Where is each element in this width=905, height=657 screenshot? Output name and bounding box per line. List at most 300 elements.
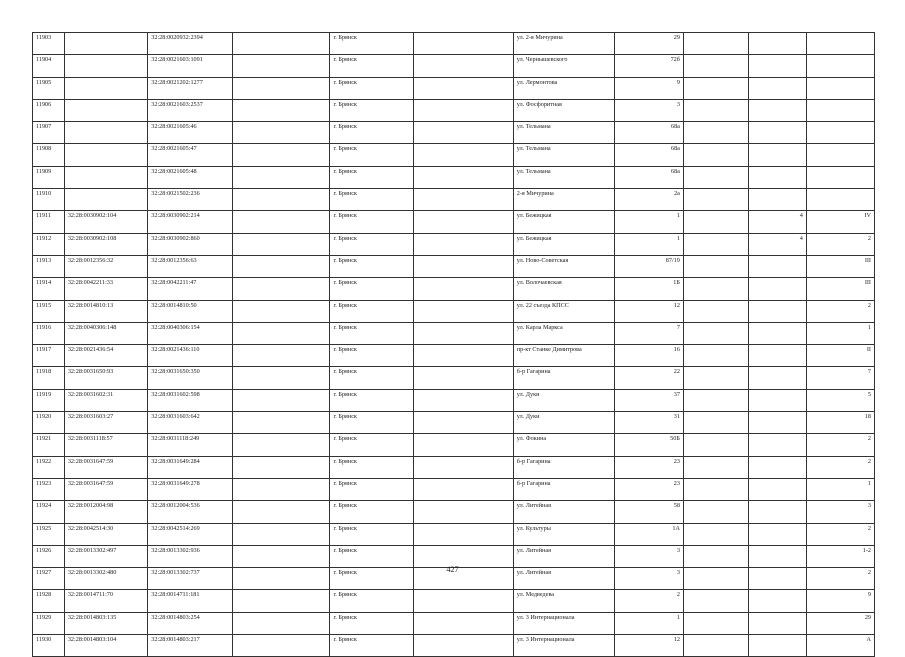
old-cadastral-number-cell: 32:28:0031650:93 [64, 367, 147, 389]
house-number-cell: 12 [614, 300, 683, 322]
building-cell [683, 345, 748, 367]
building-cell [683, 412, 748, 434]
old-cadastral-number-cell [64, 77, 147, 99]
cadastral-number-cell: 32:28:0021436:110 [148, 345, 233, 367]
street-cell: ул. Литейная [513, 568, 614, 590]
extra-info-cell [232, 278, 330, 300]
floor-cell [748, 77, 806, 99]
house-number-cell: 9 [614, 77, 683, 99]
street-cell: ул. Медведева [513, 590, 614, 612]
city-cell: г. Брянск [330, 478, 413, 500]
old-cadastral-number-cell: 32:28:0012004:98 [64, 501, 147, 523]
building-cell [683, 389, 748, 411]
district-cell [413, 33, 513, 55]
district-cell [413, 300, 513, 322]
house-number-cell: 16 [614, 345, 683, 367]
street-cell: ул. Дуки [513, 412, 614, 434]
city-cell: г. Брянск [330, 55, 413, 77]
table-row [33, 300, 875, 322]
apartment-cell: 5 [806, 389, 874, 411]
old-cadastral-number-cell: 32:28:0014803:104 [64, 635, 147, 657]
house-number-cell: 2а [614, 189, 683, 211]
city-cell: г. Брянск [330, 278, 413, 300]
building-cell [683, 55, 748, 77]
street-cell: ул. 22 съезда КПСС [513, 300, 614, 322]
extra-info-cell [232, 635, 330, 657]
district-cell [413, 166, 513, 188]
district-cell [413, 478, 513, 500]
building-cell [683, 99, 748, 121]
street-cell: б-р Гагарина [513, 367, 614, 389]
street-cell: ул. Фосфоритная [513, 99, 614, 121]
house-number-cell: 12 [614, 635, 683, 657]
house-number-cell: 31 [614, 412, 683, 434]
house-number-cell: 1 [614, 211, 683, 233]
street-cell: ул. Бежицкая [513, 211, 614, 233]
old-cadastral-number-cell: 32:28:0013302:497 [64, 545, 147, 567]
building-cell [683, 478, 748, 500]
cadastral-number-cell: 32:28:0030902:860 [148, 233, 233, 255]
house-number-cell: 72б [614, 55, 683, 77]
extra-info-cell [232, 590, 330, 612]
table-row [33, 99, 875, 121]
floor-cell [748, 434, 806, 456]
row-number-cell: 11917 [33, 345, 65, 367]
floor-cell [748, 635, 806, 657]
district-cell [413, 412, 513, 434]
row-number-cell: 11923 [33, 478, 65, 500]
building-cell [683, 322, 748, 344]
floor-cell: 4 [748, 211, 806, 233]
apartment-cell: А [806, 635, 874, 657]
house-number-cell: 1 [614, 233, 683, 255]
house-number-cell: 3 [614, 568, 683, 590]
street-cell: ул. Дуки [513, 389, 614, 411]
street-cell: пр-кт Станке Димитрова [513, 345, 614, 367]
extra-info-cell [232, 501, 330, 523]
registry-table [32, 32, 875, 657]
floor-cell [748, 122, 806, 144]
cadastral-number-cell: 32:28:0013302:737 [148, 568, 233, 590]
table-row [33, 635, 875, 657]
row-number-cell: 11929 [33, 612, 65, 634]
extra-info-cell [232, 144, 330, 166]
house-number-cell: 50Б [614, 434, 683, 456]
table-row [33, 33, 875, 55]
old-cadastral-number-cell: 32:28:0030902:108 [64, 233, 147, 255]
old-cadastral-number-cell: 32:28:0031602:31 [64, 389, 147, 411]
apartment-cell: 9 [806, 590, 874, 612]
building-cell [683, 144, 748, 166]
house-number-cell: 23 [614, 478, 683, 500]
district-cell [413, 434, 513, 456]
apartment-cell [806, 122, 874, 144]
street-cell: ул. Ново-Советская [513, 255, 614, 277]
building-cell [683, 590, 748, 612]
row-number-cell: 11924 [33, 501, 65, 523]
street-cell: ул. Фокина [513, 434, 614, 456]
extra-info-cell [232, 523, 330, 545]
extra-info-cell [232, 122, 330, 144]
city-cell: г. Брянск [330, 345, 413, 367]
apartment-cell: 2 [806, 233, 874, 255]
old-cadastral-number-cell [64, 99, 147, 121]
floor-cell [748, 523, 806, 545]
building-cell [683, 33, 748, 55]
cadastral-number-cell: 32:28:0021605:47 [148, 144, 233, 166]
house-number-cell: 1Б [614, 278, 683, 300]
apartment-cell [806, 144, 874, 166]
city-cell: г. Брянск [330, 389, 413, 411]
old-cadastral-number-cell [64, 144, 147, 166]
table-row [33, 278, 875, 300]
street-cell: ул. Литейная [513, 501, 614, 523]
floor-cell [748, 300, 806, 322]
district-cell [413, 590, 513, 612]
street-cell: б-р Гагарина [513, 478, 614, 500]
apartment-cell: 29 [806, 612, 874, 634]
extra-info-cell [232, 233, 330, 255]
table-row [33, 434, 875, 456]
extra-info-cell [232, 412, 330, 434]
cadastral-number-cell: 32:28:0042514:269 [148, 523, 233, 545]
apartment-cell [806, 99, 874, 121]
city-cell: г. Брянск [330, 255, 413, 277]
floor-cell [748, 367, 806, 389]
house-number-cell: 37 [614, 389, 683, 411]
city-cell: г. Брянск [330, 523, 413, 545]
table-row [33, 77, 875, 99]
street-cell: ул. Тельмана [513, 166, 614, 188]
cadastral-number-cell: 32:28:0013302:936 [148, 545, 233, 567]
apartment-cell [806, 189, 874, 211]
row-number-cell: 11928 [33, 590, 65, 612]
street-cell: ул. Тельмана [513, 144, 614, 166]
row-number-cell: 11912 [33, 233, 65, 255]
building-cell [683, 278, 748, 300]
house-number-cell: 1А [614, 523, 683, 545]
row-number-cell: 11911 [33, 211, 65, 233]
city-cell: г. Брянск [330, 501, 413, 523]
old-cadastral-number-cell [64, 122, 147, 144]
apartment-cell [806, 77, 874, 99]
table-row [33, 412, 875, 434]
old-cadastral-number-cell: 32:28:0031118:57 [64, 434, 147, 456]
city-cell: г. Брянск [330, 412, 413, 434]
old-cadastral-number-cell [64, 189, 147, 211]
row-number-cell: 11919 [33, 389, 65, 411]
table-row [33, 367, 875, 389]
cadastral-number-cell: 32:28:0031602:598 [148, 389, 233, 411]
row-number-cell: 11906 [33, 99, 65, 121]
district-cell [413, 635, 513, 657]
house-number-cell: 87/19 [614, 255, 683, 277]
building-cell [683, 189, 748, 211]
city-cell: г. Брянск [330, 189, 413, 211]
row-number-cell: 11909 [33, 166, 65, 188]
extra-info-cell [232, 33, 330, 55]
table-row [33, 144, 875, 166]
row-number-cell: 11922 [33, 456, 65, 478]
page-number: 427 [446, 565, 459, 574]
building-cell [683, 255, 748, 277]
floor-cell [748, 55, 806, 77]
extra-info-cell [232, 300, 330, 322]
apartment-cell: 2 [806, 568, 874, 590]
district-cell [413, 255, 513, 277]
row-number-cell: 11907 [33, 122, 65, 144]
old-cadastral-number-cell: 32:28:0030902:104 [64, 211, 147, 233]
building-cell [683, 434, 748, 456]
floor-cell [748, 144, 806, 166]
city-cell: г. Брянск [330, 144, 413, 166]
floor-cell [748, 501, 806, 523]
extra-info-cell [232, 345, 330, 367]
building-cell [683, 456, 748, 478]
cadastral-number-cell: 32:28:0012356:63 [148, 255, 233, 277]
cadastral-number-cell: 32:28:0031603:642 [148, 412, 233, 434]
cadastral-number-cell: 32:28:0031118:249 [148, 434, 233, 456]
cadastral-number-cell: 32:28:0012004:536 [148, 501, 233, 523]
floor-cell [748, 612, 806, 634]
old-cadastral-number-cell [64, 33, 147, 55]
apartment-cell: 1-2 [806, 545, 874, 567]
floor-cell [748, 322, 806, 344]
floor-cell [748, 189, 806, 211]
extra-info-cell [232, 255, 330, 277]
cadastral-number-cell: 32:28:0014803:217 [148, 635, 233, 657]
row-number-cell: 11920 [33, 412, 65, 434]
city-cell: г. Брянск [330, 166, 413, 188]
house-number-cell: 68а [614, 122, 683, 144]
street-cell: ул. Лермонтова [513, 77, 614, 99]
cadastral-number-cell: 32:28:0014810:50 [148, 300, 233, 322]
building-cell [683, 77, 748, 99]
cadastral-number-cell: 32:28:0042211:47 [148, 278, 233, 300]
city-cell: г. Брянск [330, 99, 413, 121]
apartment-cell: 2 [806, 456, 874, 478]
table-row [33, 166, 875, 188]
extra-info-cell [232, 322, 330, 344]
old-cadastral-number-cell: 32:28:0013302:480 [64, 568, 147, 590]
extra-info-cell [232, 478, 330, 500]
apartment-cell: 2 [806, 300, 874, 322]
district-cell [413, 501, 513, 523]
building-cell [683, 523, 748, 545]
old-cadastral-number-cell: 32:28:0014810:13 [64, 300, 147, 322]
district-cell [413, 523, 513, 545]
cadastral-number-cell: 32:28:0021605:46 [148, 122, 233, 144]
cadastral-number-cell: 32:28:0030902:214 [148, 211, 233, 233]
building-cell [683, 122, 748, 144]
district-cell [413, 99, 513, 121]
extra-info-cell [232, 456, 330, 478]
apartment-cell [806, 55, 874, 77]
row-number-cell: 11927 [33, 568, 65, 590]
house-number-cell: 1 [614, 612, 683, 634]
apartment-cell: 2 [806, 523, 874, 545]
city-cell: г. Брянск [330, 367, 413, 389]
cadastral-number-cell: 32:28:0021603:2537 [148, 99, 233, 121]
city-cell: г. Брянск [330, 233, 413, 255]
cadastral-number-cell: 32:28:0021603:1091 [148, 55, 233, 77]
row-number-cell: 11903 [33, 33, 65, 55]
table-row [33, 456, 875, 478]
old-cadastral-number-cell [64, 55, 147, 77]
city-cell: г. Брянск [330, 77, 413, 99]
city-cell: г. Брянск [330, 434, 413, 456]
row-number-cell: 11918 [33, 367, 65, 389]
city-cell: г. Брянск [330, 568, 413, 590]
extra-info-cell [232, 99, 330, 121]
old-cadastral-number-cell: 32:28:0014803:135 [64, 612, 147, 634]
table-row [33, 389, 875, 411]
floor-cell [748, 345, 806, 367]
table-row [33, 189, 875, 211]
apartment-cell: 1 [806, 478, 874, 500]
table-row [33, 55, 875, 77]
house-number-cell: 29 [614, 33, 683, 55]
city-cell: г. Брянск [330, 590, 413, 612]
floor-cell [748, 590, 806, 612]
house-number-cell: 7 [614, 322, 683, 344]
floor-cell [748, 412, 806, 434]
street-cell: ул. Культуры [513, 523, 614, 545]
old-cadastral-number-cell: 32:28:0031647:59 [64, 456, 147, 478]
apartment-cell: 1 [806, 322, 874, 344]
cadastral-number-cell: 32:28:0014803:254 [148, 612, 233, 634]
old-cadastral-number-cell: 32:28:0031603:27 [64, 412, 147, 434]
table-row [33, 590, 875, 612]
city-cell: г. Брянск [330, 322, 413, 344]
row-number-cell: 11914 [33, 278, 65, 300]
apartment-cell: III [806, 278, 874, 300]
floor-cell [748, 478, 806, 500]
district-cell [413, 345, 513, 367]
row-number-cell: 11910 [33, 189, 65, 211]
city-cell: г. Брянск [330, 456, 413, 478]
street-cell: ул. Литейная [513, 545, 614, 567]
building-cell [683, 635, 748, 657]
city-cell: г. Брянск [330, 33, 413, 55]
extra-info-cell [232, 166, 330, 188]
floor-cell: 4 [748, 233, 806, 255]
row-number-cell: 11905 [33, 77, 65, 99]
apartment-cell: IV [806, 211, 874, 233]
district-cell [413, 144, 513, 166]
house-number-cell: 58 [614, 501, 683, 523]
floor-cell [748, 99, 806, 121]
street-cell: ул. 3 Интернационала [513, 635, 614, 657]
cadastral-number-cell: 32:28:0021202:1277 [148, 77, 233, 99]
house-number-cell: 22 [614, 367, 683, 389]
table-row [33, 233, 875, 255]
apartment-cell [806, 33, 874, 55]
table-row [33, 612, 875, 634]
row-number-cell: 11904 [33, 55, 65, 77]
street-cell: ул. Бежицкая [513, 233, 614, 255]
district-cell [413, 233, 513, 255]
extra-info-cell [232, 434, 330, 456]
city-cell: г. Брянск [330, 211, 413, 233]
street-cell: ул. 2-я Мичурина [513, 33, 614, 55]
city-cell: г. Брянск [330, 635, 413, 657]
street-cell: ул. Чернышевского [513, 55, 614, 77]
row-number-cell: 11921 [33, 434, 65, 456]
old-cadastral-number-cell: 32:28:0042514:30 [64, 523, 147, 545]
street-cell: 2-я Мичурина [513, 189, 614, 211]
city-cell: г. Брянск [330, 612, 413, 634]
cadastral-number-cell: 32:28:0021502:236 [148, 189, 233, 211]
cadastral-number-cell: 32:28:0031649:284 [148, 456, 233, 478]
street-cell: б-р Гагарина [513, 456, 614, 478]
cadastral-number-cell: 32:28:0021605:48 [148, 166, 233, 188]
district-cell [413, 189, 513, 211]
table-row [33, 501, 875, 523]
house-number-cell: 68а [614, 144, 683, 166]
row-number-cell: 11930 [33, 635, 65, 657]
district-cell [413, 122, 513, 144]
row-number-cell: 11915 [33, 300, 65, 322]
row-number-cell: 11913 [33, 255, 65, 277]
row-number-cell: 11925 [33, 523, 65, 545]
old-cadastral-number-cell: 32:28:0012356:32 [64, 255, 147, 277]
district-cell [413, 211, 513, 233]
apartment-cell: III [806, 255, 874, 277]
district-cell [413, 612, 513, 634]
extra-info-cell [232, 55, 330, 77]
cadastral-number-cell: 32:28:0020932:2394 [148, 33, 233, 55]
district-cell [413, 322, 513, 344]
apartment-cell: 2 [806, 434, 874, 456]
table-row [33, 523, 875, 545]
apartment-cell: II [806, 345, 874, 367]
floor-cell [748, 278, 806, 300]
old-cadastral-number-cell: 32:28:0021436:54 [64, 345, 147, 367]
house-number-cell: 3 [614, 545, 683, 567]
old-cadastral-number-cell: 32:28:0014711:70 [64, 590, 147, 612]
table-row [33, 211, 875, 233]
row-number-cell: 11916 [33, 322, 65, 344]
table-row [33, 122, 875, 144]
district-cell [413, 389, 513, 411]
extra-info-cell [232, 189, 330, 211]
apartment-cell: 3 [806, 501, 874, 523]
apartment-cell [806, 166, 874, 188]
apartment-cell: 18 [806, 412, 874, 434]
row-number-cell: 11908 [33, 144, 65, 166]
cadastral-number-cell: 32:28:0031649:278 [148, 478, 233, 500]
row-number-cell: 11926 [33, 545, 65, 567]
house-number-cell: 23 [614, 456, 683, 478]
district-cell [413, 456, 513, 478]
table-row [33, 345, 875, 367]
building-cell [683, 233, 748, 255]
extra-info-cell [232, 77, 330, 99]
extra-info-cell [232, 211, 330, 233]
building-cell [683, 501, 748, 523]
building-cell [683, 300, 748, 322]
old-cadastral-number-cell [64, 166, 147, 188]
cadastral-number-cell: 32:28:0031650:350 [148, 367, 233, 389]
district-cell [413, 77, 513, 99]
old-cadastral-number-cell: 32:28:0040306:148 [64, 322, 147, 344]
house-number-cell: 68а [614, 166, 683, 188]
floor-cell [748, 389, 806, 411]
city-cell: г. Брянск [330, 122, 413, 144]
cadastral-number-cell: 32:28:0040306:154 [148, 322, 233, 344]
extra-info-cell [232, 367, 330, 389]
